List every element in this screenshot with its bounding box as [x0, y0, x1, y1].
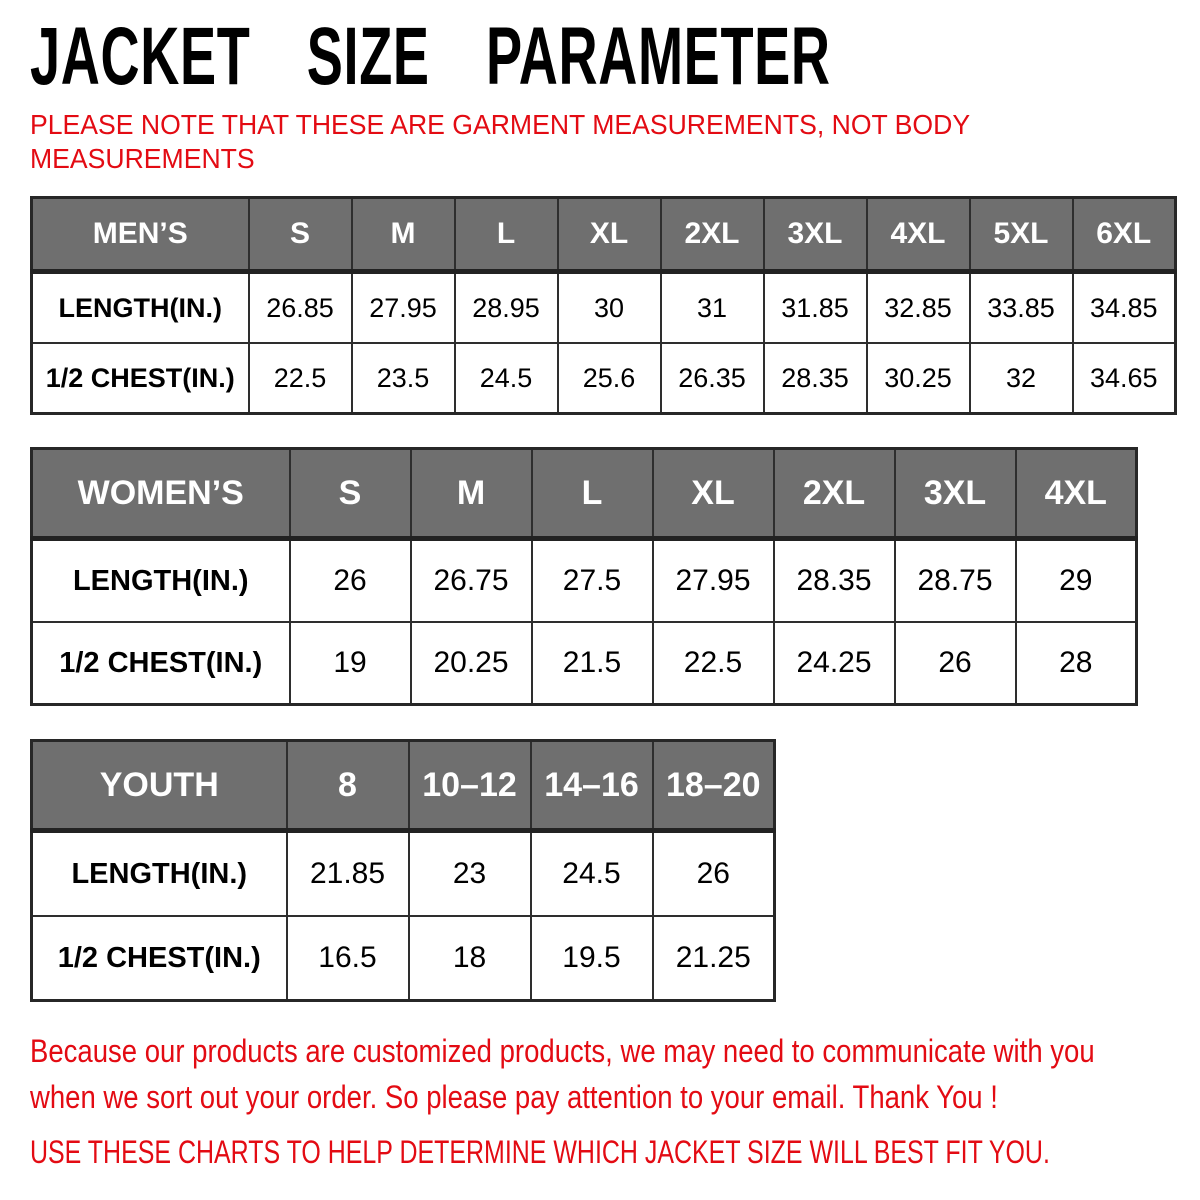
- value-cell: 18: [409, 916, 531, 1001]
- youth-header-row: [32, 741, 775, 831]
- value-cell: 23: [409, 831, 531, 917]
- womens-size-header-cell: L: [532, 449, 653, 539]
- garment-measurement-note: [30, 108, 1020, 176]
- row-label-cell: LENGTH(IN.): [32, 272, 249, 344]
- value-cell: 34.85: [1073, 272, 1176, 344]
- mens-size-header-cell: 2XL: [661, 198, 764, 272]
- value-cell: 33.85: [970, 272, 1073, 344]
- row-label-cell: LENGTH(IN.): [32, 539, 290, 623]
- mens-size-header-cell: S: [249, 198, 352, 272]
- value-cell: 24.5: [455, 343, 558, 414]
- value-cell: 25.6: [558, 343, 661, 414]
- youth-group-header-cell: YOUTH: [32, 741, 287, 831]
- chart-usage-note: [30, 1132, 1200, 1172]
- mens-size-header-cell: 6XL: [1073, 198, 1176, 272]
- value-cell: 26.75: [411, 539, 532, 623]
- youth-size-header-cell: 10–12: [409, 741, 531, 831]
- womens-size-header-cell: 3XL: [895, 449, 1016, 539]
- value-cell: 22.5: [249, 343, 352, 414]
- row-label-cell: 1/2 CHEST(IN.): [32, 343, 249, 414]
- mens-size-table: [30, 196, 1177, 415]
- row-label-cell: 1/2 CHEST(IN.): [32, 622, 290, 705]
- youth-size-header-cell: 18–20: [653, 741, 775, 831]
- youth-length-row: [32, 831, 775, 917]
- womens-group-header-cell: WOMEN’S: [32, 449, 290, 539]
- value-cell: 30.25: [867, 343, 970, 414]
- womens-length-row: [32, 539, 1137, 623]
- note-line-2: MEASUREMENTS: [30, 143, 255, 174]
- value-cell: 27.5: [532, 539, 653, 623]
- value-cell: 22.5: [653, 622, 774, 705]
- value-cell: 21.85: [287, 831, 409, 917]
- value-cell: 26.35: [661, 343, 764, 414]
- mens-header-row: [32, 198, 1176, 272]
- chart-usage-note-text: USE THESE CHARTS TO HELP DETERMINE WHICH JACKET SIZE WILL BEST FIT YOU.: [30, 1134, 1050, 1170]
- customization-notice: [30, 1028, 1200, 1120]
- value-cell: 21.25: [653, 916, 775, 1001]
- value-cell: 27.95: [653, 539, 774, 623]
- value-cell: 26.85: [249, 272, 352, 344]
- mens-size-header-cell: 3XL: [764, 198, 867, 272]
- womens-size-header-cell: 4XL: [1016, 449, 1137, 539]
- value-cell: 23.5: [352, 343, 455, 414]
- row-label-cell: 1/2 CHEST(IN.): [32, 916, 287, 1001]
- value-cell: 32.85: [867, 272, 970, 344]
- youth-size-table: [30, 739, 776, 1002]
- womens-size-table: [30, 447, 1138, 706]
- mens-size-header-cell: L: [455, 198, 558, 272]
- value-cell: 30: [558, 272, 661, 344]
- customization-notice-line-2: when we sort out your order. So please pay attention to your email. Thank You !: [30, 1079, 998, 1115]
- value-cell: 26: [290, 539, 411, 623]
- mens-size-header-cell: XL: [558, 198, 661, 272]
- womens-size-header-cell: S: [290, 449, 411, 539]
- value-cell: 28.75: [895, 539, 1016, 623]
- row-label-cell: LENGTH(IN.): [32, 831, 287, 917]
- value-cell: 24.25: [774, 622, 895, 705]
- value-cell: 32: [970, 343, 1073, 414]
- value-cell: 28.95: [455, 272, 558, 344]
- mens-size-header-cell: 4XL: [867, 198, 970, 272]
- value-cell: 34.65: [1073, 343, 1176, 414]
- mens-group-header-cell: MEN’S: [32, 198, 249, 272]
- youth-size-header-cell: 8: [287, 741, 409, 831]
- value-cell: 31.85: [764, 272, 867, 344]
- value-cell: 27.95: [352, 272, 455, 344]
- youth-size-header-cell: 14–16: [531, 741, 653, 831]
- mens-size-header-cell: M: [352, 198, 455, 272]
- value-cell: 19.5: [531, 916, 653, 1001]
- mens-chest-row: [32, 343, 1176, 414]
- value-cell: 16.5: [287, 916, 409, 1001]
- value-cell: 24.5: [531, 831, 653, 917]
- value-cell: 28.35: [774, 539, 895, 623]
- note-line-1: PLEASE NOTE THAT THESE ARE GARMENT MEASUREMENTS, NOT BODY: [30, 109, 971, 140]
- youth-chest-row: [32, 916, 775, 1001]
- value-cell: 20.25: [411, 622, 532, 705]
- mens-length-row: [32, 272, 1176, 344]
- value-cell: 21.5: [532, 622, 653, 705]
- womens-size-header-cell: 2XL: [774, 449, 895, 539]
- value-cell: 19: [290, 622, 411, 705]
- value-cell: 29: [1016, 539, 1137, 623]
- value-cell: 26: [653, 831, 775, 917]
- page-title: [30, 11, 1200, 102]
- womens-chest-row: [32, 622, 1137, 705]
- womens-size-header-cell: M: [411, 449, 532, 539]
- value-cell: 31: [661, 272, 764, 344]
- customization-notice-line-1: Because our products are customized products, we may need to communicate with you: [30, 1033, 1095, 1069]
- value-cell: 28.35: [764, 343, 867, 414]
- value-cell: 28: [1016, 622, 1137, 705]
- value-cell: 26: [895, 622, 1016, 705]
- mens-size-header-cell: 5XL: [970, 198, 1073, 272]
- womens-size-header-cell: XL: [653, 449, 774, 539]
- womens-header-row: [32, 449, 1137, 539]
- page-title-text: JACKET SIZE PARAMETER: [30, 11, 831, 102]
